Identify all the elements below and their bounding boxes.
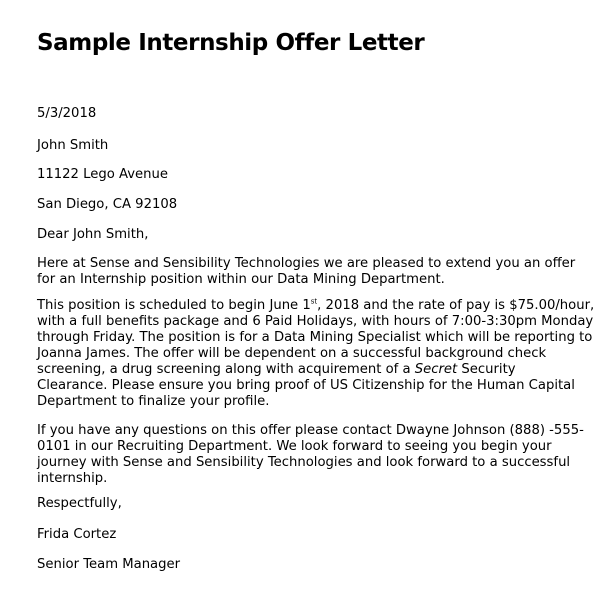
paragraph-details-line: Clearance. Please ensure you bring proof of US Citizenship for the Human Capital (37, 378, 575, 393)
paragraph-contact (37, 423, 582, 487)
recipient-name: John Smith (37, 138, 109, 153)
paragraph-contact-line: If you have any questions on this offer please contact Dwayne Johnson (888) -555- (37, 423, 584, 438)
letter-date: 5/3/2018 (37, 106, 97, 121)
paragraph-contact-line: internship. (37, 471, 108, 486)
closing: Respectfully, (37, 496, 122, 511)
paragraph-details-line: Joanna James. The offer will be dependent on a successful background check (37, 346, 547, 361)
paragraph-details-line: with a full benefits package and 6 Paid Holidays, with hours of 7:00-3:30pm Monday (37, 314, 594, 329)
salutation: Dear John Smith, (37, 227, 149, 242)
paragraph-details-line: Department to finalize your profile. (37, 394, 270, 409)
start-date-text: This position is scheduled to begin June 1 (37, 298, 311, 313)
paragraph-details-line: through Friday. The position is for a Data Mining Specialist which will be reporting to (37, 330, 593, 345)
paragraph-position-details (37, 297, 595, 410)
pay-rate-text: , 2018 and the rate of pay is $75.00/hour, (317, 298, 595, 313)
secret-italic: Secret (414, 362, 458, 377)
paragraph-offer-line: for an Internship position within our Data Mining Department. (37, 272, 445, 287)
recipient-city-state-zip: San Diego, CA 92108 (37, 197, 178, 212)
recipient-street: 11122 Lego Avenue (37, 167, 168, 182)
paragraph-details-line (37, 362, 516, 377)
paragraph-offer (37, 256, 582, 288)
security-text: Security (457, 362, 516, 377)
paragraph-details-line (37, 298, 594, 313)
screening-text: screening, a drug screening along with acquirement of a (37, 362, 415, 377)
document-title: Sample Internship Offer Letter (37, 30, 425, 56)
paragraph-contact-line: 0101 in our Recruiting Department. We look forward to seeing you begin your (37, 439, 552, 454)
ordinal-suffix: st (310, 297, 318, 306)
signer-name: Frida Cortez (37, 527, 117, 542)
signer-title: Senior Team Manager (37, 557, 181, 572)
paragraph-contact-line: journey with Sense and Sensibility Technologies and look forward to a successful (37, 455, 571, 470)
paragraph-offer-line: Here at Sense and Sensibility Technologies we are pleased to extend you an offer (37, 256, 576, 271)
